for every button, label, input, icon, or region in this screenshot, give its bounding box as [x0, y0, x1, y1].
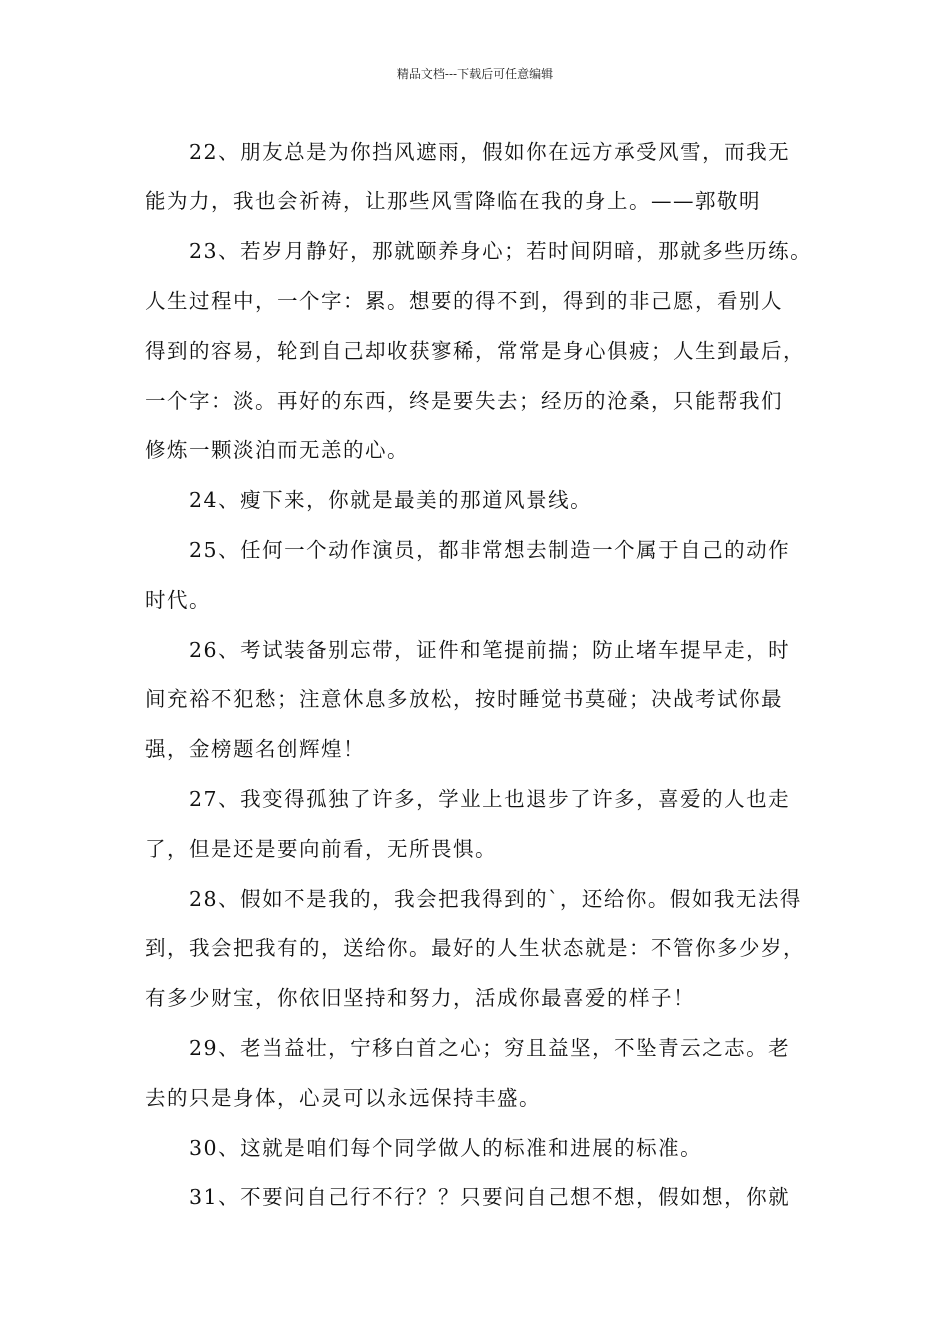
text-line: 30、这就是咱们每个同学做人的标准和进展的标准。: [189, 1136, 703, 1160]
text-line: 得到的容易，轮到自己却收获寥稀，常常是身心俱疲；人生到最后，: [145, 339, 805, 363]
text-line: 29、老当益壮，宁移白首之心；穷且益坚，不坠青云之志。老: [189, 1036, 791, 1060]
text-line: 22、朋友总是为你挡风遮雨，假如你在远方承受风雪，而我无: [189, 140, 791, 164]
text-line: 26、考试装备别忘带，证件和笔提前揣；防止堵车提早走，时: [189, 638, 791, 662]
text-line: 28、假如不是我的，我会把我得到的`，还给你。假如我无法得: [189, 887, 802, 911]
text-line: 去的只是身体，心灵可以永远保持丰盛。: [145, 1086, 541, 1110]
text-line: 到，我会把我有的，送给你。最好的人生状态就是：不管你多少岁，: [145, 936, 805, 960]
text-line: 时代。: [145, 588, 211, 612]
text-line: 人生过程中，一个字：累。想要的得不到，得到的非己愿，看别人: [145, 289, 783, 313]
text-line: 27、我变得孤独了许多，学业上也退步了许多，喜爱的人也走: [189, 787, 791, 811]
text-line: 了，但是还是要向前看，无所畏惧。: [145, 837, 497, 861]
text-line: 24、瘦下来，你就是最美的那道风景线。: [189, 488, 593, 512]
text-line: 23、若岁月静好，那就颐养身心；若时间阴暗，那就多些历练。: [189, 239, 813, 263]
text-line: 有多少财宝，你依旧坚持和努力，活成你最喜爱的样子！: [145, 986, 695, 1010]
text-line: 一个字：淡。再好的东西，终是要失去；经历的沧桑，只能帮我们: [145, 389, 783, 413]
text-line: 强，金榜题名创辉煌！: [145, 737, 365, 761]
page-header: 精品文档---下载后可任意编辑: [396, 67, 554, 81]
text-line: 修炼一颗淡泊而无恙的心。: [145, 438, 409, 462]
text-line: 25、任何一个动作演员，都非常想去制造一个属于自己的动作: [189, 538, 791, 562]
text-line: 31、不要问自己行不行？？只要问自己想不想，假如想，你就: [189, 1185, 791, 1209]
text-line: 间充裕不犯愁；注意休息多放松，按时睡觉书莫碰；决战考试你最: [145, 687, 783, 711]
text-line: 能为力，我也会祈祷，让那些风雪降临在我的身上。——郭敬明: [145, 189, 761, 213]
